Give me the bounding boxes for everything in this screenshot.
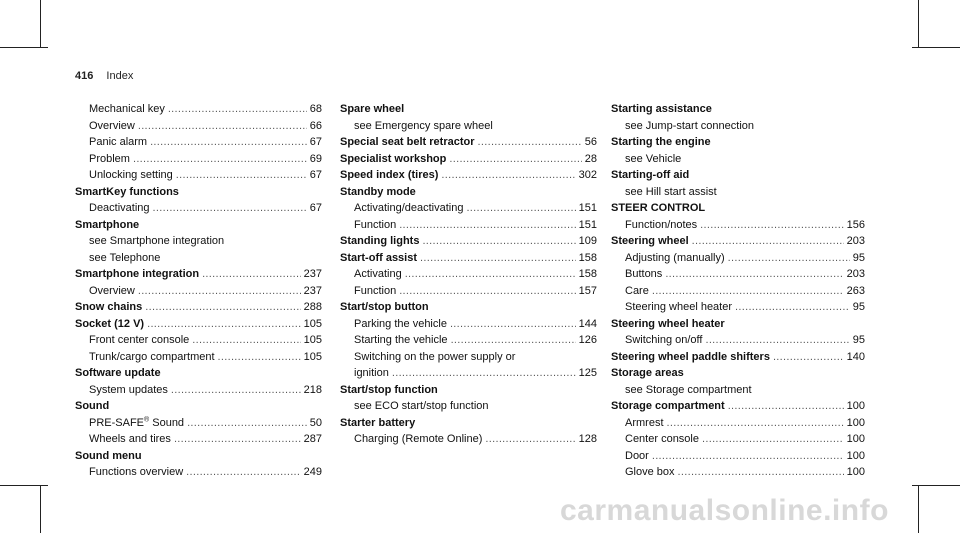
leader-dots <box>138 118 307 135</box>
leader-dots <box>150 134 307 151</box>
index-subentry <box>75 415 322 432</box>
leader-dots <box>735 299 850 316</box>
leader-dots <box>652 448 844 465</box>
entry-text: see ECO start/stop function <box>354 400 489 412</box>
leader-dots <box>399 217 575 234</box>
index-subentry <box>340 332 597 349</box>
page-ref[interactable]: 95 <box>852 301 865 313</box>
entry-text: Unlocking setting <box>89 169 173 181</box>
index-subentry <box>75 134 322 151</box>
entry-text: Switching on/off <box>625 334 703 346</box>
entry-text: Front center console <box>89 334 190 346</box>
page-ref[interactable]: 95 <box>852 251 865 264</box>
leader-dots <box>153 200 307 217</box>
leader-dots <box>692 233 844 250</box>
page-ref[interactable]: 157 <box>578 284 597 297</box>
crop-mark <box>912 47 960 48</box>
crop-mark <box>0 47 48 48</box>
page-ref[interactable]: 158 <box>578 251 597 264</box>
entry-text: see Telephone <box>89 251 161 264</box>
index-subentry <box>340 431 597 448</box>
leader-dots <box>728 398 844 415</box>
entry-text: Adjusting (manually) <box>625 251 725 264</box>
page-ref[interactable]: 140 <box>846 350 865 363</box>
index-heading <box>611 365 865 382</box>
page-ref[interactable]: 50 <box>309 416 322 429</box>
index-heading <box>611 101 865 118</box>
leader-dots <box>171 382 301 399</box>
crop-mark <box>40 0 41 48</box>
leader-dots <box>399 283 575 300</box>
entry-text: Steering wheel heater <box>625 301 733 313</box>
index-subentry <box>75 464 322 481</box>
entry-text: Starting the vehicle <box>354 334 448 346</box>
index-subentry <box>611 250 865 267</box>
page-ref[interactable]: 67 <box>309 202 322 214</box>
leader-dots <box>441 167 575 184</box>
index-heading <box>611 233 865 250</box>
page-ref[interactable]: 100 <box>846 449 865 462</box>
page-ref[interactable]: 67 <box>309 136 322 148</box>
index-reference <box>611 118 865 135</box>
leader-dots <box>678 464 844 481</box>
leader-dots <box>176 167 307 184</box>
page-ref[interactable]: 158 <box>578 268 597 280</box>
page-ref[interactable]: 105 <box>303 317 322 330</box>
index-reference <box>340 349 597 366</box>
page-ref[interactable]: 288 <box>303 301 322 313</box>
index-subentry <box>611 431 865 448</box>
page-ref[interactable]: 125 <box>578 367 597 379</box>
page-ref[interactable]: 100 <box>846 466 865 478</box>
index-heading <box>75 217 322 234</box>
entry-text: PRE-SAFE® Sound <box>89 415 185 429</box>
leader-dots <box>405 266 576 283</box>
entry-text: Starter battery <box>340 416 416 429</box>
entry-text: Starting the engine <box>611 136 711 148</box>
index-subentry <box>340 316 597 333</box>
entry-text: Activating <box>354 268 402 280</box>
index-subentry <box>611 464 865 481</box>
page-ref[interactable]: 156 <box>846 218 865 231</box>
entry-text: STEER CONTROL <box>611 202 706 214</box>
entry-text: SmartKey functions <box>75 185 179 198</box>
index-subentry <box>75 283 322 300</box>
entry-text: ignition <box>354 367 389 379</box>
entry-text: Specialist workshop <box>340 152 447 165</box>
entry-text: Start-off assist <box>340 251 418 264</box>
index-subentry <box>75 200 322 217</box>
index-heading <box>611 398 865 415</box>
page-ref[interactable]: 56 <box>584 136 597 148</box>
page-ref[interactable]: 95 <box>852 334 865 346</box>
index-subentry <box>75 167 322 184</box>
page-ref[interactable]: 237 <box>303 268 322 280</box>
page-number: 416 <box>75 70 94 82</box>
leader-dots <box>665 266 843 283</box>
entry-text: Snow chains <box>75 301 143 313</box>
page-ref[interactable]: 263 <box>846 284 865 297</box>
index-subentry <box>340 283 597 300</box>
leader-dots <box>773 349 844 366</box>
index-heading <box>340 299 597 316</box>
entry-text: System updates <box>89 383 168 396</box>
page-ref[interactable]: 151 <box>578 218 597 231</box>
index-heading <box>340 250 597 267</box>
leader-dots <box>702 431 844 448</box>
entry-text: Charging (Remote Online) <box>354 433 483 445</box>
page-ref[interactable]: 67 <box>309 169 322 181</box>
page-ref[interactable]: 100 <box>846 433 865 445</box>
page-ref[interactable]: 151 <box>578 202 597 214</box>
index-heading <box>340 382 597 399</box>
index-heading <box>75 365 322 382</box>
crop-mark <box>918 485 919 533</box>
leader-dots <box>450 316 576 333</box>
index-subentry <box>75 101 322 118</box>
entry-text: Function <box>354 218 397 231</box>
page-ref[interactable]: 287 <box>303 433 322 445</box>
entry-text: Trunk/cargo compartment <box>89 350 215 363</box>
index-subentry <box>340 217 597 234</box>
entry-text: Start/stop function <box>340 383 438 396</box>
index-heading <box>75 448 322 465</box>
index-reference <box>75 250 322 267</box>
index-heading <box>611 134 865 151</box>
page-ref[interactable]: 144 <box>578 317 597 330</box>
entry-text: Starting assistance <box>611 103 712 115</box>
index-heading <box>340 415 597 432</box>
leader-dots <box>478 134 582 151</box>
index-heading <box>611 200 865 217</box>
entry-text: Software update <box>75 367 161 379</box>
entry-text: Function/notes <box>625 218 698 231</box>
index-heading <box>340 134 597 151</box>
entry-text: Smartphone integration <box>75 268 200 280</box>
entry-text: Mechanical key <box>89 103 165 115</box>
leader-dots <box>168 101 307 118</box>
page-ref[interactable]: 105 <box>303 350 322 363</box>
entry-text: Center console <box>625 433 699 445</box>
page-ref[interactable]: 100 <box>846 416 865 429</box>
crop-mark <box>40 485 41 533</box>
index-subentry <box>75 382 322 399</box>
entry-text: Glove box <box>625 466 675 478</box>
index-column-2 <box>340 101 597 448</box>
leader-dots <box>133 151 307 168</box>
leader-dots <box>145 299 300 316</box>
index-heading <box>340 101 597 118</box>
page-ref[interactable]: 69 <box>309 152 322 165</box>
entry-text: Steering wheel heater <box>611 317 725 330</box>
entry-text: Panic alarm <box>89 136 148 148</box>
page-ref[interactable]: 237 <box>303 284 322 297</box>
leader-dots <box>187 415 307 432</box>
entry-text: Storage compartment <box>611 400 725 412</box>
entry-text: Smartphone <box>75 218 140 231</box>
entry-text: Starting-off aid <box>611 169 690 181</box>
leader-dots <box>420 250 576 267</box>
index-subentry <box>611 266 865 283</box>
crop-mark <box>912 485 960 486</box>
leader-dots <box>422 233 575 250</box>
index-subentry <box>611 415 865 432</box>
index-heading <box>340 184 597 201</box>
page-ref[interactable]: 100 <box>846 400 865 412</box>
entry-text: Standing lights <box>340 235 420 247</box>
entry-text: Overview <box>89 284 135 297</box>
entry-text: Parking the vehicle <box>354 317 447 330</box>
leader-dots <box>667 415 844 432</box>
index-subentry <box>611 217 865 234</box>
entry-text: Problem <box>89 152 130 165</box>
leader-dots <box>174 431 301 448</box>
entry-text: Special seat belt retractor <box>340 136 475 148</box>
index-heading <box>611 349 865 366</box>
index-subentry <box>340 266 597 283</box>
index-heading <box>75 398 322 415</box>
entry-text: Sound <box>75 400 110 412</box>
leader-dots <box>485 431 575 448</box>
entry-text: Spare wheel <box>340 103 405 115</box>
index-reference <box>611 382 865 399</box>
index-reference <box>340 118 597 135</box>
leader-dots <box>700 217 843 234</box>
leader-dots <box>202 266 301 283</box>
entry-text: Steering wheel paddle shifters <box>611 350 770 363</box>
index-subentry <box>75 151 322 168</box>
index-column-1 <box>75 101 322 481</box>
entry-text: Switching on the power supply or <box>354 350 516 363</box>
entry-text: see Vehicle <box>625 152 682 165</box>
leader-dots <box>449 151 581 168</box>
entry-text: Activating/deactivating <box>354 202 464 214</box>
page-ref[interactable]: 68 <box>309 103 322 115</box>
leader-dots <box>147 316 301 333</box>
entry-text: Socket (12 V) <box>75 317 145 330</box>
page-ref[interactable]: 126 <box>578 334 597 346</box>
leader-dots <box>652 283 844 300</box>
page-header <box>75 70 133 82</box>
index-subentry <box>340 200 597 217</box>
index-subentry <box>75 349 322 366</box>
entry-text: Buttons <box>625 268 663 280</box>
leader-dots <box>192 332 300 349</box>
entry-text: Storage areas <box>611 367 684 379</box>
page-ref[interactable]: 105 <box>303 334 322 346</box>
entry-text: see Storage compartment <box>625 383 752 396</box>
crop-mark <box>918 0 919 48</box>
index-heading <box>611 167 865 184</box>
entry-text: Armrest <box>625 416 664 429</box>
index-subentry <box>75 431 322 448</box>
entry-text: Start/stop button <box>340 301 429 313</box>
index-subentry <box>611 448 865 465</box>
entry-text: Standby mode <box>340 185 416 198</box>
leader-dots <box>705 332 849 349</box>
page-ref[interactable]: 302 <box>578 169 597 181</box>
index-subentry <box>340 365 597 382</box>
index-subentry <box>611 299 865 316</box>
index-heading <box>75 316 322 333</box>
entry-text: see Smartphone integration <box>89 235 225 247</box>
index-subentry <box>611 283 865 300</box>
page-ref[interactable]: 28 <box>584 152 597 165</box>
entry-text: see Jump-start connection <box>625 119 755 132</box>
page-ref[interactable]: 218 <box>303 383 322 396</box>
index-heading <box>340 167 597 184</box>
index-heading <box>75 299 322 316</box>
entry-text: Steering wheel <box>611 235 689 247</box>
leader-dots <box>186 464 300 481</box>
index-heading <box>75 184 322 201</box>
entry-text: Sound menu <box>75 449 142 462</box>
entry-text: Overview <box>89 119 135 132</box>
index-reference <box>611 184 865 201</box>
entry-text: Function <box>354 284 397 297</box>
watermark: carmanualsonline.info <box>560 494 889 527</box>
leader-dots <box>392 365 576 382</box>
index-heading <box>340 233 597 250</box>
index-subentry <box>75 332 322 349</box>
index-reference <box>340 398 597 415</box>
crop-mark <box>0 485 48 486</box>
entry-text: Door <box>625 449 649 462</box>
entry-text: Deactivating <box>89 202 150 214</box>
index-heading <box>340 151 597 168</box>
entry-text: Wheels and tires <box>89 433 171 445</box>
index-reference <box>75 233 322 250</box>
leader-dots <box>466 200 575 217</box>
index-heading <box>75 266 322 283</box>
index-subentry <box>611 332 865 349</box>
index-reference <box>611 151 865 168</box>
page-ref[interactable]: 249 <box>303 466 322 478</box>
entry-text: see Emergency spare wheel <box>354 119 493 132</box>
entry-text: Functions overview <box>89 466 184 478</box>
index-column-3 <box>611 101 865 481</box>
page-ref[interactable]: 109 <box>578 235 597 247</box>
leader-dots <box>451 332 576 349</box>
entry-text: see Hill start assist <box>625 185 717 198</box>
page-title: Index <box>106 70 134 82</box>
index-heading <box>611 316 865 333</box>
leader-dots <box>138 283 301 300</box>
index-subentry <box>75 118 322 135</box>
leader-dots <box>218 349 301 366</box>
leader-dots <box>728 250 850 267</box>
entry-text: Care <box>625 284 649 297</box>
page-ref[interactable]: 128 <box>578 433 597 445</box>
page-ref[interactable]: 203 <box>846 268 865 280</box>
page-ref[interactable]: 66 <box>309 119 322 132</box>
entry-text: Speed index (tires) <box>340 169 439 181</box>
page-ref[interactable]: 203 <box>846 235 865 247</box>
